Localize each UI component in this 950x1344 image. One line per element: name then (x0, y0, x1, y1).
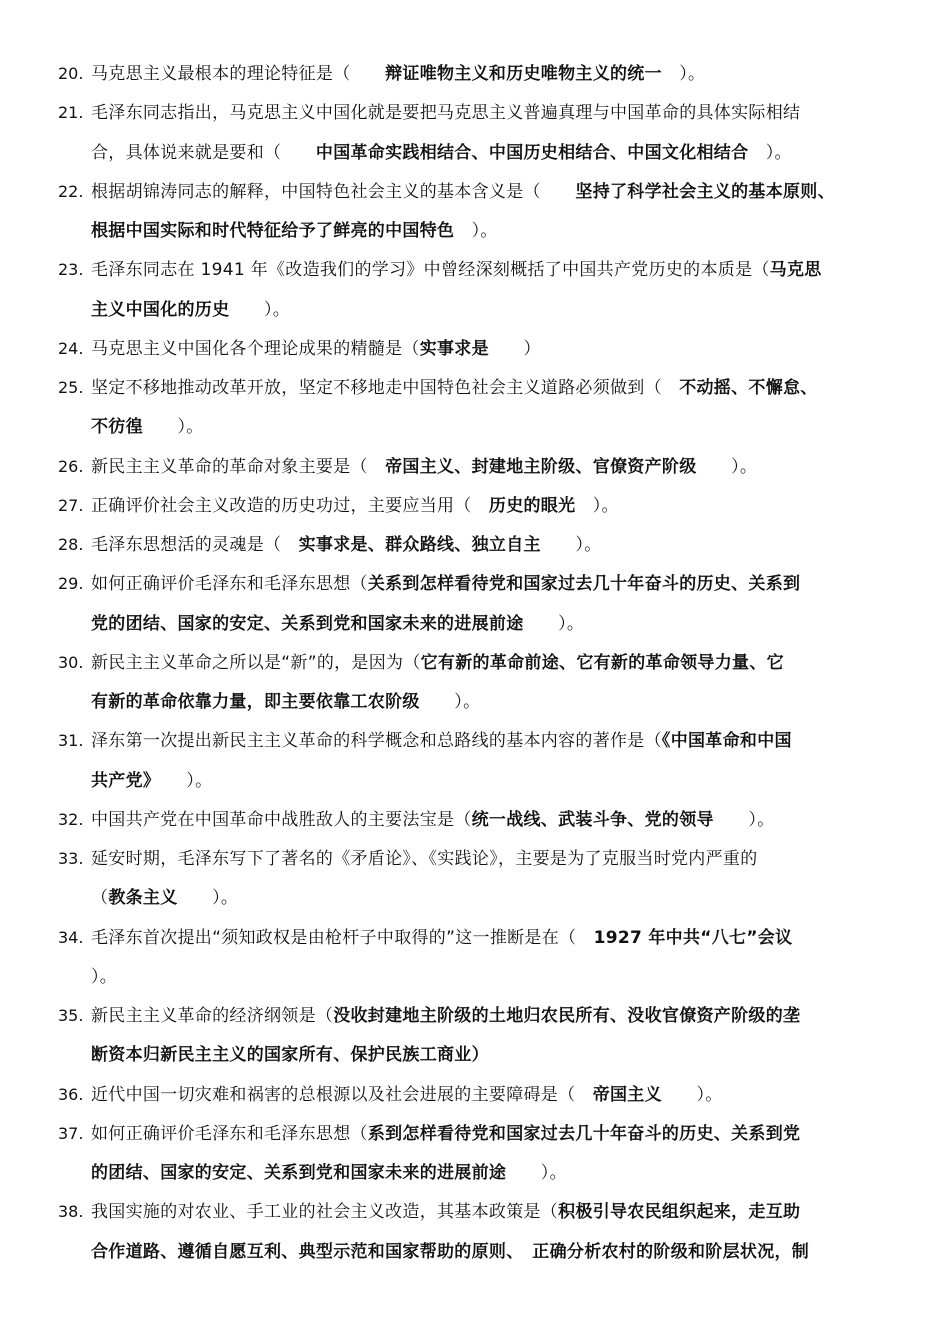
question-text-end: ）。 (661, 1084, 723, 1105)
question-text: ）。 (91, 966, 118, 987)
answer-text: 有新的革命依靠力量，即主要依靠工农阶级 (91, 692, 420, 712)
question-line (91, 927, 792, 949)
answer-text: 它有新的革命前途、它有新的革命领导力量、它 (420, 652, 784, 673)
question-line (91, 220, 498, 242)
question-line (91, 652, 784, 674)
question-text-end: ）。 (696, 456, 758, 477)
question-line (91, 416, 204, 438)
question-text-end: ）。 (748, 142, 792, 163)
question-text-end: ）。 (523, 613, 585, 634)
question-text: 合，具体说来就是要和（ (91, 142, 316, 163)
question-text-end: ）。 (142, 417, 204, 438)
question-line (91, 848, 758, 870)
question-number: 34. (58, 927, 84, 947)
question-number: 32. (58, 809, 84, 829)
answer-text: 历史的眼光 (488, 495, 576, 516)
question-text-end: ）。 (419, 692, 481, 712)
question-text: 毛泽东同志指出，马克思主义中国化就是要把马克思主义普遍真理与中国革命的具体实际相结 (91, 103, 801, 124)
answer-text: 党的团结、国家的安定、关系到党和国家未来的进展前途 (91, 613, 524, 634)
answer-text: 断资本归新民主主义的国家所有、保护民族工商业） (91, 1045, 489, 1066)
question-text: 毛泽东首次提出“须知政权是由枪杆子中取得的”这一推断是在（ (91, 927, 594, 948)
question-line (91, 534, 602, 556)
question-number: 38. (58, 1202, 84, 1222)
question-line (91, 1162, 567, 1184)
question-line (91, 809, 775, 831)
question-text: 如何正确评价毛泽东和毛泽东思想（ (91, 574, 368, 595)
question-line (91, 299, 290, 321)
question-text: 我国实施的对农业、手工业的社会主义改造，其基本政策是（ (91, 1202, 559, 1223)
question-text-end: ）。 (454, 221, 498, 241)
answer-text: 不动摇、不懈怠、 (679, 378, 818, 398)
question-line (91, 887, 238, 909)
question-text-end: ）。 (177, 888, 239, 909)
question-text: 新民主主义革命的经济纲领是（ (91, 1006, 334, 1026)
question-line (91, 181, 835, 203)
answer-text: 1927 年中共“八七”会议 (593, 927, 793, 948)
question-text: 延安时期，毛泽东写下了著名的《矛盾论》、《实践论》，主要是为了克服当时党内严重的 (91, 849, 758, 869)
question-number: 30. (58, 652, 84, 672)
question-line (91, 613, 584, 635)
answer-text: 中国革命实践相结合、中国历史相结合、中国文化相结合 (315, 142, 749, 163)
question-line (91, 495, 619, 517)
question-number: 24. (58, 338, 84, 358)
question-text-end: ）。 (506, 1163, 567, 1183)
question-line (91, 259, 822, 281)
question-line (91, 142, 792, 164)
question-number: 28. (58, 535, 84, 554)
question-line (91, 102, 800, 124)
question-line (91, 573, 800, 595)
question-text: 毛泽东同志在 1941 年《改造我们的学习》中曾经深刻概括了中国共产党历史的本质是（ (91, 260, 770, 281)
question-text-end: ）。 (151, 770, 213, 791)
question-text: 泽东第一次提出新民主主义革命的科学概念和总路线的基本内容的著作是（ (91, 731, 662, 752)
question-number: 27. (58, 495, 84, 515)
question-line (91, 377, 818, 399)
answer-text: 教条主义 (108, 888, 178, 909)
question-text: 坚定不移地推动改革开放，坚定不移地走中国特色社会主义道路必须做到（ (91, 378, 680, 398)
question-line (91, 338, 541, 360)
question-number: 22. (58, 181, 84, 201)
question-line (91, 1005, 800, 1027)
answer-text: 主义中国化的历史 (91, 299, 230, 320)
answer-text: 共产党》 (91, 770, 152, 791)
answer-text: 马克思 (769, 260, 822, 281)
question-line (91, 1084, 723, 1106)
answer-text: 坚持了科学社会主义的基本原则、 (575, 181, 835, 202)
question-text-end: ）。 (229, 299, 291, 320)
answer-text: 实事求是、群众路线、独立自主 (298, 535, 541, 555)
question-text: 毛泽东思想活的灵魂是（ (91, 535, 299, 555)
question-line (91, 966, 117, 988)
question-text: 新民主主义革命的革命对象主要是（ (91, 456, 386, 477)
question-text-end: ）。 (661, 64, 706, 84)
question-number: 31. (58, 731, 84, 751)
question-text-end: ） (488, 338, 541, 359)
answer-text: 统一战线、武装斗争、党的领导 (471, 809, 714, 830)
answer-text: 合作道路、遵循自愿互利、典型示范和国家帮助的原则、 正确分析农村的阶级和阶层状况，制 (91, 1241, 810, 1262)
question-number: 25. (58, 378, 84, 397)
answer-text: 的团结、国家的安定、关系到党和国家未来的进展前途 (91, 1163, 507, 1183)
question-number: 26. (58, 456, 84, 476)
question-text: 正确评价社会主义改造的历史功过，主要应当用（ (91, 495, 489, 516)
question-number: 33. (58, 849, 84, 868)
question-text: 根据胡锦涛同志的解释，中国特色社会主义的基本含义是（ (91, 181, 576, 202)
question-text: 马克思主义中国化各个理论成果的精髓是（ (91, 338, 420, 359)
answer-text: 实事求是 (419, 338, 489, 359)
question-number: 36. (58, 1084, 84, 1104)
question-line (91, 691, 480, 713)
question-number: 37. (58, 1123, 84, 1143)
answer-text: 系到怎样看待党和国家过去几十年奋斗的历史、关系到党 (367, 1123, 801, 1144)
answer-text: 不彷徨 (91, 417, 143, 438)
question-text: 新民主主义革命之所以是“新”的，是因为（ (91, 652, 421, 673)
question-text: （ (91, 888, 109, 909)
question-number: 23. (58, 260, 84, 280)
answer-text: 帝国主义、封建地主阶级、官僚资产阶级 (385, 456, 697, 477)
answer-text: 没收封建地主阶级的土地归农民所有、没收官僚资产阶级的垄 (333, 1006, 801, 1026)
question-number: 35. (58, 1006, 84, 1025)
question-line (91, 770, 212, 792)
question-text-end: ）。 (575, 495, 619, 516)
question-text-end: ）。 (713, 809, 775, 830)
question-text: 如何正确评价毛泽东和毛泽东思想（ (91, 1123, 368, 1144)
answer-text: 辩证唯物主义和历史唯物主义的统一 (385, 64, 662, 84)
question-line (91, 456, 757, 478)
question-line (91, 63, 705, 85)
answer-text: 根据中国实际和时代特征给予了鲜亮的中国特色 (91, 221, 455, 241)
question-text: 近代中国一切灾难和祸害的总根源以及社会进展的主要障碍是（ (91, 1084, 593, 1105)
question-line (91, 1241, 809, 1263)
question-line (91, 1201, 800, 1223)
question-line (91, 730, 792, 752)
question-number: 21. (58, 103, 84, 123)
answer-text: 《中国革命和中国 (661, 731, 792, 752)
question-number: 20. (58, 64, 84, 83)
question-text: 马克思主义最根本的理论特征是（ (91, 64, 386, 84)
question-number: 29. (58, 574, 84, 594)
question-line (91, 1123, 800, 1145)
answer-text: 帝国主义 (592, 1084, 662, 1105)
question-text: 中国共产党在中国革命中战胜敌人的主要法宝是（ (91, 809, 472, 830)
answer-text: 关系到怎样看待党和国家过去几十年奋斗的历史、关系到 (367, 574, 801, 595)
question-line (91, 1044, 489, 1066)
answer-text: 积极引导农民组织起来，走互助 (558, 1202, 801, 1223)
question-text-end: ）。 (540, 535, 602, 555)
